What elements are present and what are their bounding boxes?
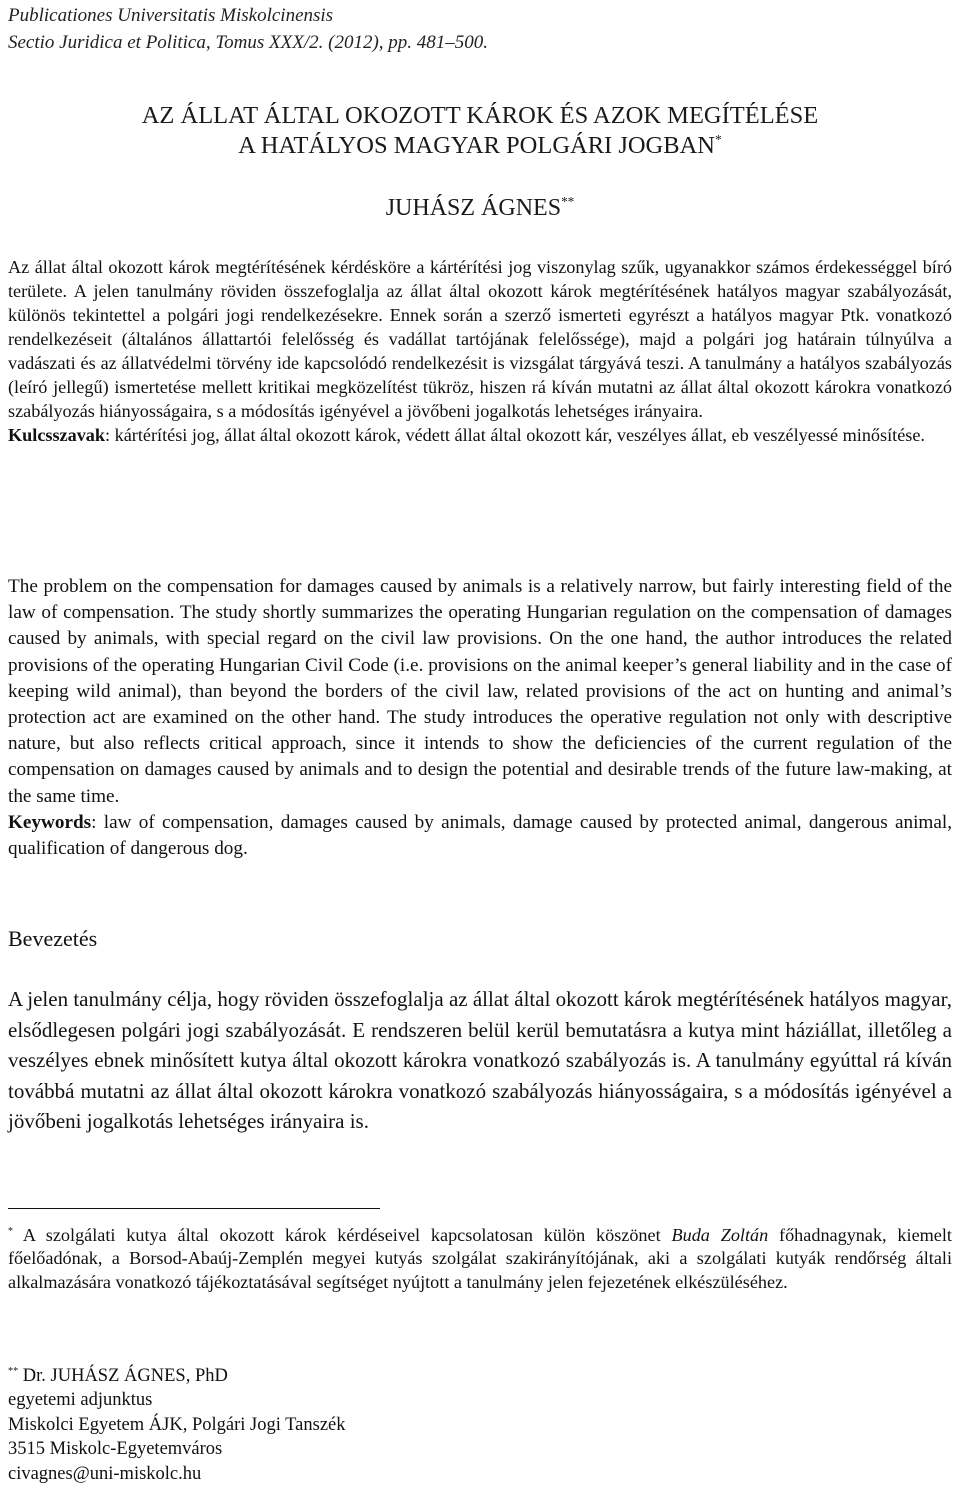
footnote-2-name-line [8,1364,346,1388]
footnote-1-text-b: főhadnagynak, kiemelt főelőadónak, a Borsod-Abaúj-Zemplén megyei kutyás szolgálat szakirányítójának, aki a szolgálati kutyák rendőrség általi alkalmazására vonatkozó tájékoztatásával segítséget nyújtott a tanulmány jelen fejezetének elkészüléséhez. [8,1225,952,1292]
footnote-2-institution: Miskolci Egyetem ÁJK, Polgári Jogi Tanszék [8,1414,346,1435]
title-line-2 [8,131,952,161]
abstract-en-text: The problem on the compensation for damages caused by animals is a relatively narrow, but fairly interesting field of the law of compensation. The study shortly summarizes the operating Hungarian regulation on the compensation of damages caused by animals, with special regard on the civil law provisions. On the one hand, the author introduces the related provisions of the operating Hungarian Civil Code (i.e. provisions on the animal keeper’s general liability and in the case of keeping wild animal), than beyond the borders of the civil law, related provisions of the act on hunting and animal’s protection act are examined on the other hand. The study introduces the operative regulation not only with descriptive nature, but also reflects critical approach, since it intends to show the deficiencies of the current regulation of the compensation on damages caused by animals and to design the potential and desirable trends of the future law-making, at the same time. [8,576,952,807]
footnote-2-email: civagnes@uni-miskolc.hu [8,1463,202,1484]
section-heading: Bevezetés [8,926,98,951]
keywords-en [8,810,952,862]
keywords-en-label: Keywords [8,811,92,833]
abstract-english [8,574,952,862]
footnote-divider [8,1208,380,1209]
introduction-paragraph: A jelen tanulmány célja, hogy röviden összefoglalja az állat által okozott károk megtérítésének hatályos magyar, elsődlegesen polgári jogi szabályozását. E rendszeren belül kerül bemutatásra a kutya mint háziállat, illetőleg a veszélyes ebnek minősített kutya által okozott károkra vonatkozó szabályozás is. A tanulmány egyúttal rá kíván továbbá mutatni az állat által okozott károkra vonatkozó szabályozás hiányosságaira, s a módosítás igényével a jövőbeni jogalkotás lehetséges irányaira is. [8,987,952,1134]
abstract-hungarian [8,255,952,447]
keywords-hu [8,423,952,447]
keywords-en-text: : law of compensation, damages caused by animals, damage caused by protected animal, dangerous animal, qualification of dangerous dog. [8,811,952,860]
article-title [8,101,952,161]
footnote-1-mark: * [8,1225,13,1237]
footnote-2-address: 3515 Miskolc-Egyetemváros [8,1439,223,1460]
journal-name: Publicationes Universitatis Miskolcinensis [8,5,334,26]
footnote-2-position: egyetemi adjunktus [8,1390,153,1411]
keywords-hu-label: Kulcsszavak [8,425,106,445]
footnote-2-name: Dr. JUHÁSZ ÁGNES, PhD [18,1366,228,1386]
footnote-1-person: Buda Zoltán [671,1225,769,1245]
title-line-2-text: A HATÁLYOS MAGYAR POLGÁRI JOGBAN [238,132,715,159]
abstract-hu-text: Az állat által okozott károk megtérítésének kérdésköre a kártérítési jog viszonylag szűk, ugyanakkor számos érdekességgel bíró területe. A jelen tanulmány röviden összefoglalja az állat által okozott károk megtérítésének hatályos magyar szabályozását, különös tekintettel a polgári jogi rendelkezésekre. Ennek során a szerző ismerteti egyrészt a hatályos magyar Ptk. vonatkozó rendelkezéseit (általános állattartói felelősség és vadállat tartójának felelőssége), majd a polgári jog határain túlnyúlva a vadászati és az állatvédelmi törvény ide kapcsolódó rendelkezésit is vizsgálat tárgyává teszi. A tanulmány a hatályos szabályozás (leíró jellegű) ismertetése mellett kritikai megközelítést tükröz, hiszen rá kíván mutatni az állat által okozott károkra vonatkozó szabályozás hiányosságaira, s a módosítás igényével a jövőbeni jogalkotás lehetséges irányaira. [8,257,952,421]
keywords-hu-text: : kártérítési jog, állat által okozott károk, védett állat által okozott kár, veszélyes állat, eb veszélyessé minősítése. [105,425,925,445]
footnote-1-text-a: A szolgálati kutya által okozott károk kérdéseivel kapcsolatosan külön köszönet [13,1225,672,1245]
author-name [8,195,952,222]
title-footnote-mark: * [714,131,722,147]
author-footnote-mark: ** [561,194,575,209]
footnote-2 [8,1364,346,1486]
journal-header [8,2,488,56]
footnote-1 [8,1224,952,1294]
title-line-1: AZ ÁLLAT ÁLTAL OKOZOTT KÁROK ÉS AZOK MEGÍTÉLÉSE [141,102,819,129]
journal-volume: Sectio Juridica et Politica, Tomus XXX/2. (2012), pp. 481–500. [8,32,489,53]
footnote-2-mark: ** [8,1365,19,1377]
author-name-text: JUHÁSZ ÁGNES [385,195,562,221]
